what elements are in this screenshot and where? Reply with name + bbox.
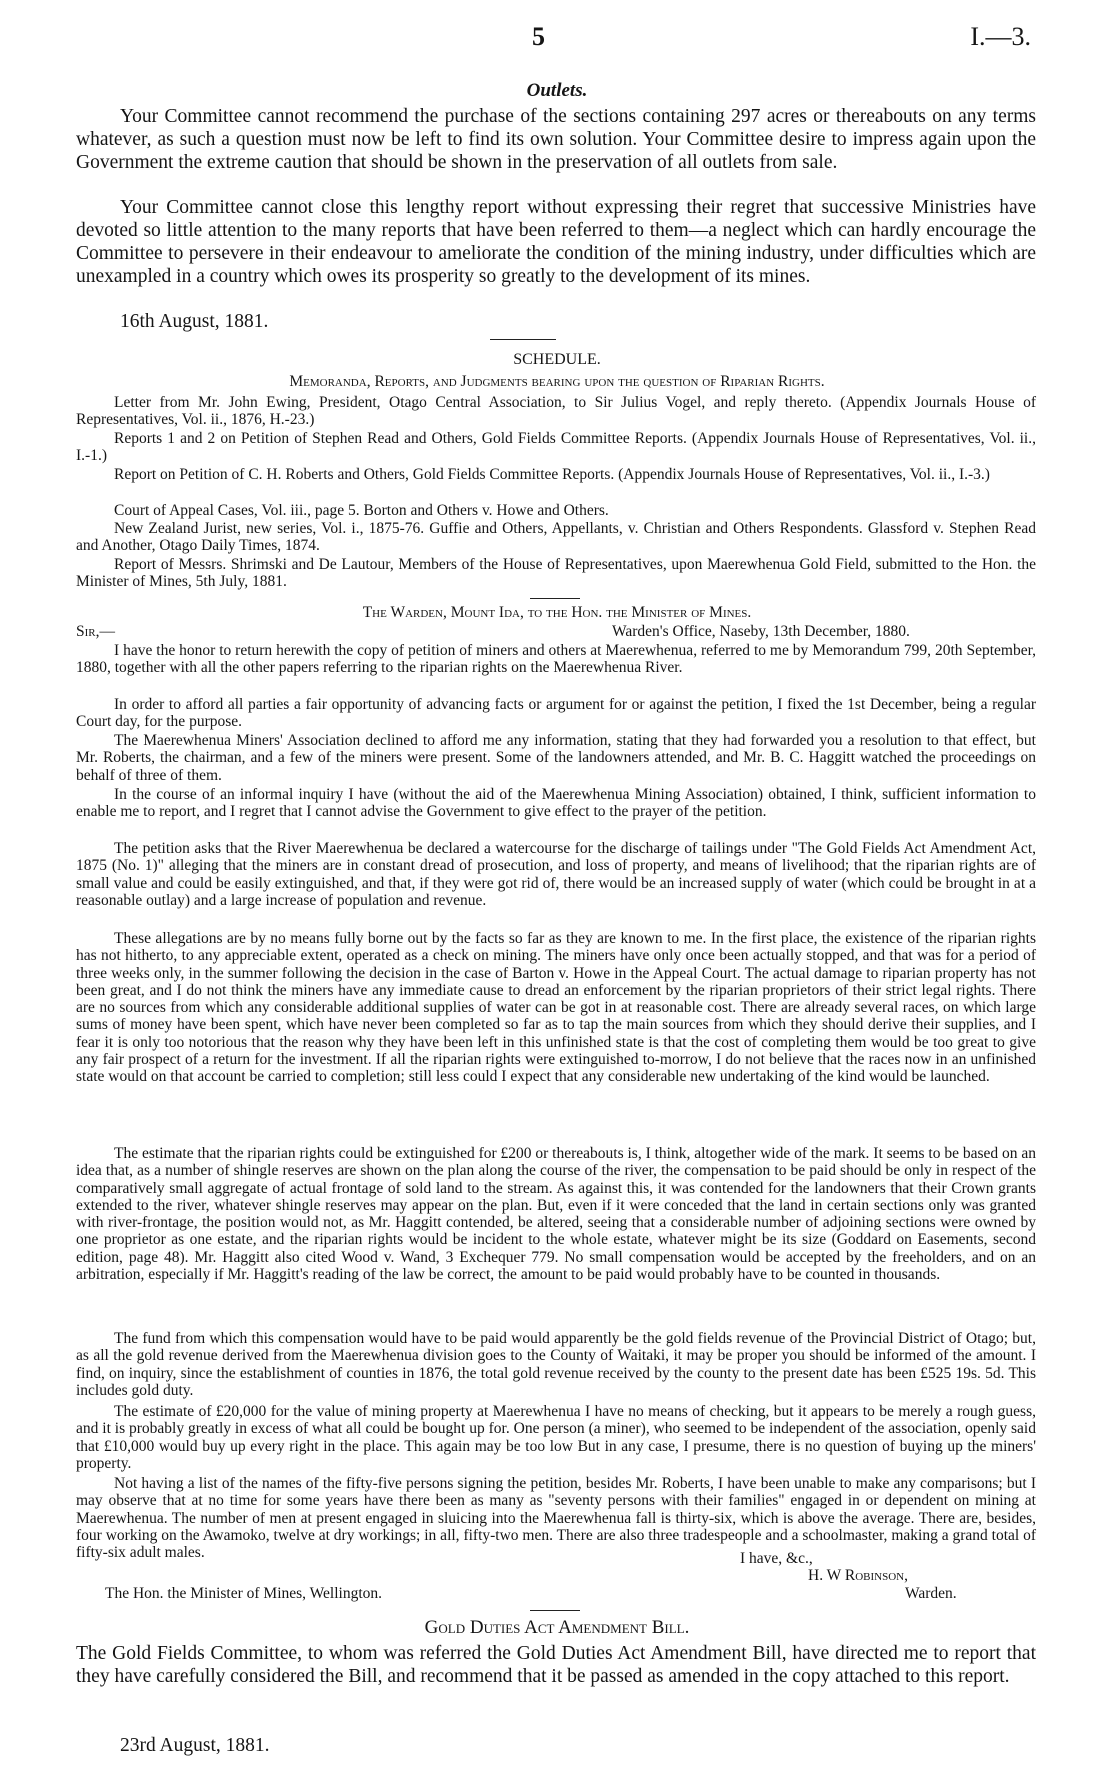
section-divider	[530, 1610, 580, 1611]
letter-paragraph: I have the honor to return herewith the copy of petition of miners and others at Maerewhenua, referred to me by Memorandum 799, 20th September, 1880, together with all the other papers referring to the riparian rights on the Maerewhenua River.	[76, 642, 1036, 677]
letter-paragraph: The Maerewhenua Miners' Association declined to afford me any information, stating that they had forwarded you a resolution to that effect, but Mr. Roberts, the chairman, and a few of the miners were present. Some of the landowners attended, and Mr. B. C. Haggitt watched the proceedings on behalf of three of them.	[76, 732, 1036, 784]
schedule-item: Report of Messrs. Shrimski and De Lautour, Members of the House of Representatives, upon Maerewhenua Gold Field, submitted to the Hon. the Minister of Mines, 5th July, 1881.	[76, 556, 1036, 591]
letter-addressee: The Hon. the Minister of Mines, Wellington.	[105, 1585, 383, 1602]
letter-paragraph: In order to afford all parties a fair opportunity of advancing facts or argument for or against the petition, I fixed the 1st December, being a regular Court day, for the purpose.	[76, 696, 1036, 731]
letter-heading: The Warden, Mount Ida, to the Hon. the Minister of Mines.	[362, 604, 752, 621]
section-divider	[490, 339, 556, 340]
gold-duties-date: 23rd August, 1881.	[120, 1735, 270, 1756]
schedule-item: Reports 1 and 2 on Petition of Stephen Read and Others, Gold Fields Committee Reports. (Appendix Journals House of Representatives, Vol. ii., I.-1.)	[76, 430, 1036, 465]
schedule-subtitle: Memoranda, Reports, and Judgments bearing upon the question of Riparian Rights.	[289, 373, 825, 390]
letter-paragraph: These allegations are by no means fully borne out by the facts so far as they are known to me. In the first place, the existence of the riparian rights has not hitherto, to any appreciable extent, operated as a check on mining. The miners have only once been actually stopped, and that was for a period of three weeks only, in the summer following the decision in the case of Barton v. Howe in the Appeal Court. The actual damage to riparian property has not been great, and I do not think the miners have any immediate cause to dread an enforcement by the riparian proprietors of their strict legal rights. There are no sources from which any considerable additional supplies of water can be got in at reasonable cost. There are already several races, on which large sums of money have been spent, which have never been completed so far as to tap the main sources from which they should derive their supplies, and I fear it is only too notorious that the reason why they have been left in this unfinished state is that the cost of completing them would be too great to give any fair prospect of a return for the investment. If all the riparian rights were extinguished to-morrow, I do not believe that the races now in an unfinished state would on that account be carried to completion; still less could I expect that any considerable new undertaking of the kind would be launched.	[76, 930, 1036, 1086]
letter-address: Warden's Office, Naseby, 13th December, 1880.	[612, 623, 910, 640]
page-number: 5	[532, 22, 545, 51]
section-divider	[530, 598, 580, 599]
outlets-date: 16th August, 1881.	[120, 311, 269, 332]
schedule-item: Letter from Mr. John Ewing, President, Otago Central Association, to Sir Julius Vogel, and reply thereto. (Appendix Journals House of Representatives, Vol. ii., 1876, H.-23.)	[76, 394, 1036, 429]
letter-signatory: H. W Robinson,	[808, 1567, 908, 1584]
outlets-heading: Outlets.	[526, 80, 588, 101]
letter-paragraph: The petition asks that the River Maerewhenua be declared a watercourse for the discharge of tailings under "The Gold Fields Act Amendment Act, 1875 (No. 1)" alleging that the miners are in constant dread of prosecution, and loss of property, and means of livelihood; that the riparian rights are of small value and could be easily extinguished, and that, if they were got rid of, there would be an increased supply of water (which could be brought in at a reasonable outlay) and a large increase of population and revenue.	[76, 840, 1036, 909]
letter-paragraph: The estimate of £20,000 for the value of mining property at Maerewhenua I have no means of checking, but it appears to be merely a rough guess, and it is probably greatly in excess of what all could be bought up for. One person (a miner), who seemed to be independent of the association, openly said that £10,000 would buy up every right in the place. This again may be too low But in any case, I presume, there is no question of buying up the miners' property.	[76, 1403, 1036, 1472]
gold-duties-heading: Gold Duties Act Amendment Bill.	[424, 1617, 690, 1638]
schedule-title: SCHEDULE.	[513, 351, 601, 368]
letter-paragraph: The fund from which this compensation would have to be paid would apparently be the gold fields revenue of the Provincial District of Otago; but, as all the gold revenue derived from the Maerewhenua division goes to the County of Waitaki, it may be proper you should be informed of the amount. I find, on inquiry, since the establishment of counties in 1876, the total gold revenue received by the county to the present date has been £525 19s. 5d. This includes gold duty.	[76, 1330, 1036, 1399]
letter-salutation: Sir,—	[76, 623, 115, 640]
schedule-item: Court of Appeal Cases, Vol. iii., page 5. Borton and Others v. Howe and Others.	[114, 502, 609, 519]
letter-paragraph: In the course of an informal inquiry I have (without the aid of the Maerewhenua Mining Association) obtained, I think, sufficient information to enable me to report, and I regret that I cannot advise the Government to give effect to the prayer of the petition.	[76, 786, 1036, 821]
schedule-item: New Zealand Jurist, new series, Vol. i., 1875-76. Guffie and Others, Appellants, v. Christian and Others Respondents. Glassford v. Stephen Read and Another, Otago Daily Times, 1874.	[76, 520, 1036, 555]
letter-paragraph: Not having a list of the names of the fifty-five persons signing the petition, besides Mr. Roberts, I have been unable to make any comparisons; but I may observe that at no time for some years have there been as many as "seventy persons with their families" engaged in or dependent on mining at Maerewhenua. The number of men at present engaged in sluicing into the Maerewhenua fall is thirty-six, which is above the average. There are, besides, four working on the Awamoko, twelve at dry workings; in all, fifty-two men. There are also three tradespeople and a schoolmaster, making a grand total of fifty-six adult males.	[76, 1475, 1036, 1562]
gold-duties-paragraph: The Gold Fields Committee, to whom was referred the Gold Duties Act Amendment Bill, have directed me to report that they have carefully considered the Bill, and recommend that it be passed as amended in the copy attached to this report.	[76, 1643, 1036, 1687]
letter-signatory-title: Warden.	[905, 1585, 957, 1602]
outlets-paragraph-2: Your Committee cannot close this lengthy report without expressing their regret that successive Ministries have devoted so little attention to the many reports that have been referred to them—a neglect which can hardly encourage the Committee to persevere in their endeavour to ameliorate the condition of the mining industry, under difficulties which are unexampled in a country which owes its prosperity so greatly to the development of its mines.	[76, 197, 1036, 287]
letter-closing: I have, &c.,	[740, 1550, 813, 1567]
document-reference: I.—3.	[970, 22, 1031, 51]
letter-paragraph: The estimate that the riparian rights could be extinguished for £200 or thereabouts is, I think, altogether wide of the mark. It seems to be based on an idea that, as a number of shingle reserves are shown on the plan along the course of the river, the compensation to be paid should be only in respect of the comparatively small aggregate of actual frontage of sold land to the stream. As against this, it was contended for the landowners that their Crown grants extended to the river, whatever shingle reserves may appear on the plan. But, even if it were conceded that the land in certain sections only was granted with river-frontage, the position would not, as Mr. Haggitt contended, be altered, seeing that a considerable number of adjoining sections were owned by one proprietor as one estate, and the riparian rights would be incident to the whole estate, whatever might be its size (Goddard on Easements, second edition, page 48). Mr. Haggitt also cited Wood v. Wand, 3 Exchequer 779. No small compensation would be accepted by the freeholders, and on an arbitration, especially if Mr. Haggitt's reading of the law be correct, the amount to be paid would probably have to be counted in thousands.	[76, 1145, 1036, 1284]
schedule-item: Report on Petition of C. H. Roberts and Others, Gold Fields Committee Reports. (Appendix Journals House of Representatives, Vol. ii., I.-3.)	[114, 466, 990, 483]
outlets-paragraph-1: Your Committee cannot recommend the purchase of the sections containing 297 acres or thereabouts on any terms whatever, as such a question must now be left to find its own solution. Your Committee desire to impress again upon the Government the extreme caution that should be shown in the preservation of all outlets from sale.	[76, 106, 1036, 173]
